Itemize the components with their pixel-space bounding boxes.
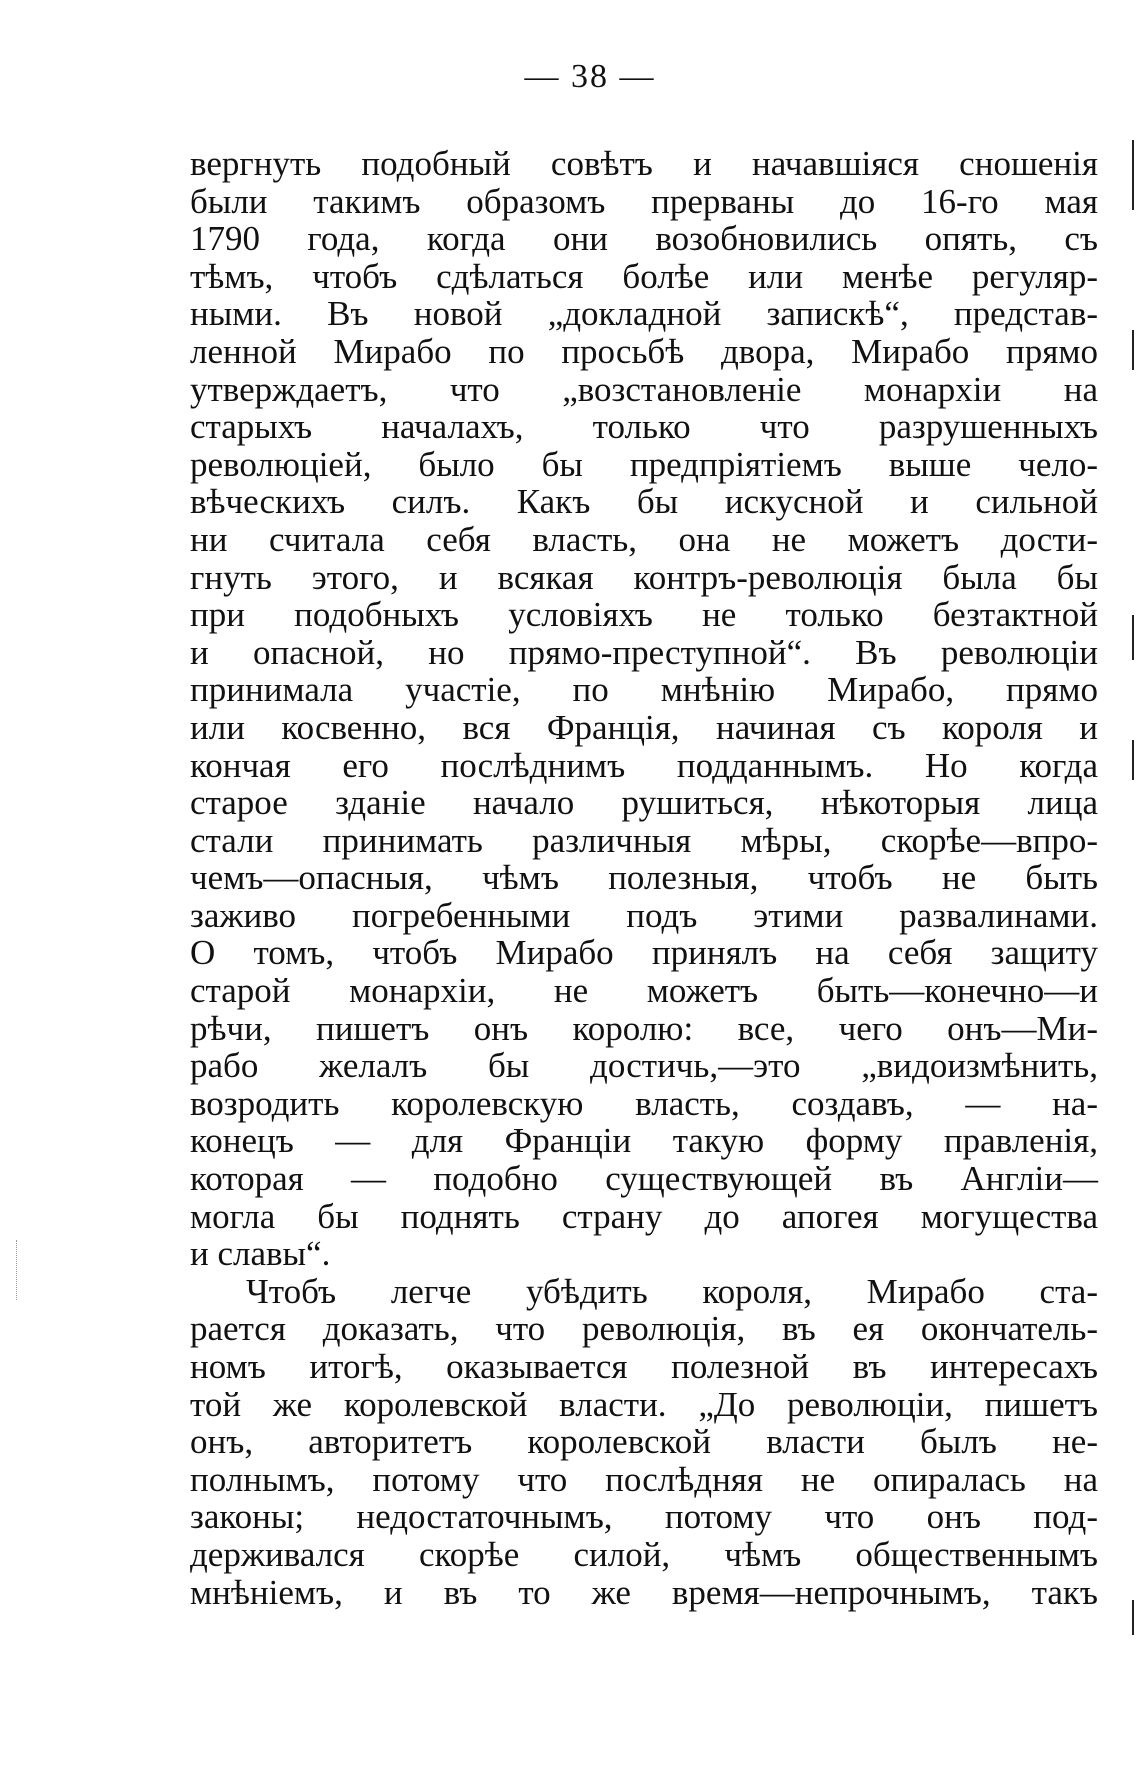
text-line: были такимъ образомъ прерваны до 16-го мая <box>190 181 1098 221</box>
text-line: старое зданіе начало рушиться, нѣкоторыя лица <box>190 783 1098 823</box>
margin-dots <box>16 1240 18 1300</box>
paragraph-2 <box>190 1273 1098 1611</box>
text-line: вергнуть подобный совѣтъ и начавшіяся сношенія <box>190 144 1098 183</box>
page-number: — 38 — <box>524 58 656 95</box>
margin-rule <box>1132 740 1134 780</box>
text-line: полнымъ, потому что послѣдняя не опиралась на <box>190 1459 1098 1499</box>
text-line: тѣмъ, чтобъ сдѣлаться болѣе или менѣе регуляр- <box>190 256 1098 296</box>
text-line: могла бы поднять страну до апогея могущества <box>190 1196 1098 1236</box>
text-line: мнѣніемъ, и въ то же время—непрочнымъ, такъ <box>190 1572 1098 1612</box>
text-line: О томъ, чтобъ Мирабо принялъ на себя защиту <box>190 933 1098 973</box>
margin-rule <box>1132 330 1134 370</box>
text-line: номъ итогѣ, оказывается полезной въ интересахъ <box>190 1347 1098 1386</box>
text-line: ленной Мирабо по просьбѣ двора, Мирабо прямо <box>190 331 1098 371</box>
text-line: законы; недостаточнымъ, потому что онъ под- <box>190 1497 1098 1537</box>
text-line: чемъ—опасныя, чѣмъ полезныя, чтобъ не быть <box>190 858 1098 898</box>
text-line: держивался скорѣе силой, чѣмъ общественнымъ <box>190 1534 1098 1574</box>
text-line: и опасной, но прямо-преступной“. Въ революціи <box>190 632 1098 672</box>
text-line: ни считала себя власть, она не можетъ дости- <box>190 519 1098 559</box>
text-line: рается доказать, что революція, въ ея окончатель- <box>190 1309 1098 1349</box>
text-line: революціей, было бы предпріятіемъ выше чело- <box>190 444 1098 484</box>
text-line: рабо желалъ бы достичь,—это „видоизмѣнить, <box>190 1046 1098 1086</box>
text-line: онъ, авторитетъ королевской власти былъ не- <box>190 1422 1098 1462</box>
text-line: стали принимать различныя мѣры, скорѣе—впро- <box>190 820 1098 860</box>
text-line: Чтобъ легче убѣдить короля, Мирабо ста- <box>246 1271 1098 1311</box>
text-line: утверждаетъ, что „возстановленіе монархіи на <box>190 369 1098 409</box>
text-line: конецъ — для Франціи такую форму правленія, <box>190 1121 1098 1161</box>
text-line: и славы“. <box>190 1234 331 1274</box>
text-line: или косвенно, вся Франція, начиная съ короля и <box>190 707 1098 747</box>
text-line: старыхъ началахъ, только что разрушенныхъ <box>190 407 1098 447</box>
paragraph-1 <box>190 145 1098 1273</box>
margin-rule <box>1132 615 1134 660</box>
text-line: которая — подобно существующей въ Англіи— <box>190 1159 1098 1199</box>
text-line: вѣческихъ силъ. Какъ бы искусной и сильной <box>190 482 1098 522</box>
text-line: 1790 года, когда они возобновились опять, съ <box>190 219 1098 259</box>
text-line: старой монархіи, не можетъ быть—конечно—и <box>190 971 1098 1011</box>
text-line: гнуть этого, и всякая контръ-революція была бы <box>190 557 1098 597</box>
text-line: той же королевской власти. „До революціи, пишетъ <box>190 1384 1098 1424</box>
text-line: заживо погребенными подъ этими развалинами. <box>190 895 1098 935</box>
text-line: рѣчи, пишетъ онъ королю: все, чего онъ—Ми- <box>190 1008 1098 1048</box>
text-line: принимала участіе, по мнѣнію Мирабо, прямо <box>190 670 1098 710</box>
body-text <box>190 145 1098 1611</box>
margin-rule <box>1132 1600 1134 1635</box>
text-line: возродить королевскую власть, создавъ, — на- <box>190 1083 1098 1123</box>
margin-rule <box>1132 140 1134 210</box>
text-line: кончая его послѣднимъ подданнымъ. Но когда <box>190 745 1098 785</box>
text-line: ными. Въ новой „докладной запискѣ“, представ- <box>190 294 1098 334</box>
text-line: при подобныхъ условіяхъ не только безтактной <box>190 595 1098 635</box>
